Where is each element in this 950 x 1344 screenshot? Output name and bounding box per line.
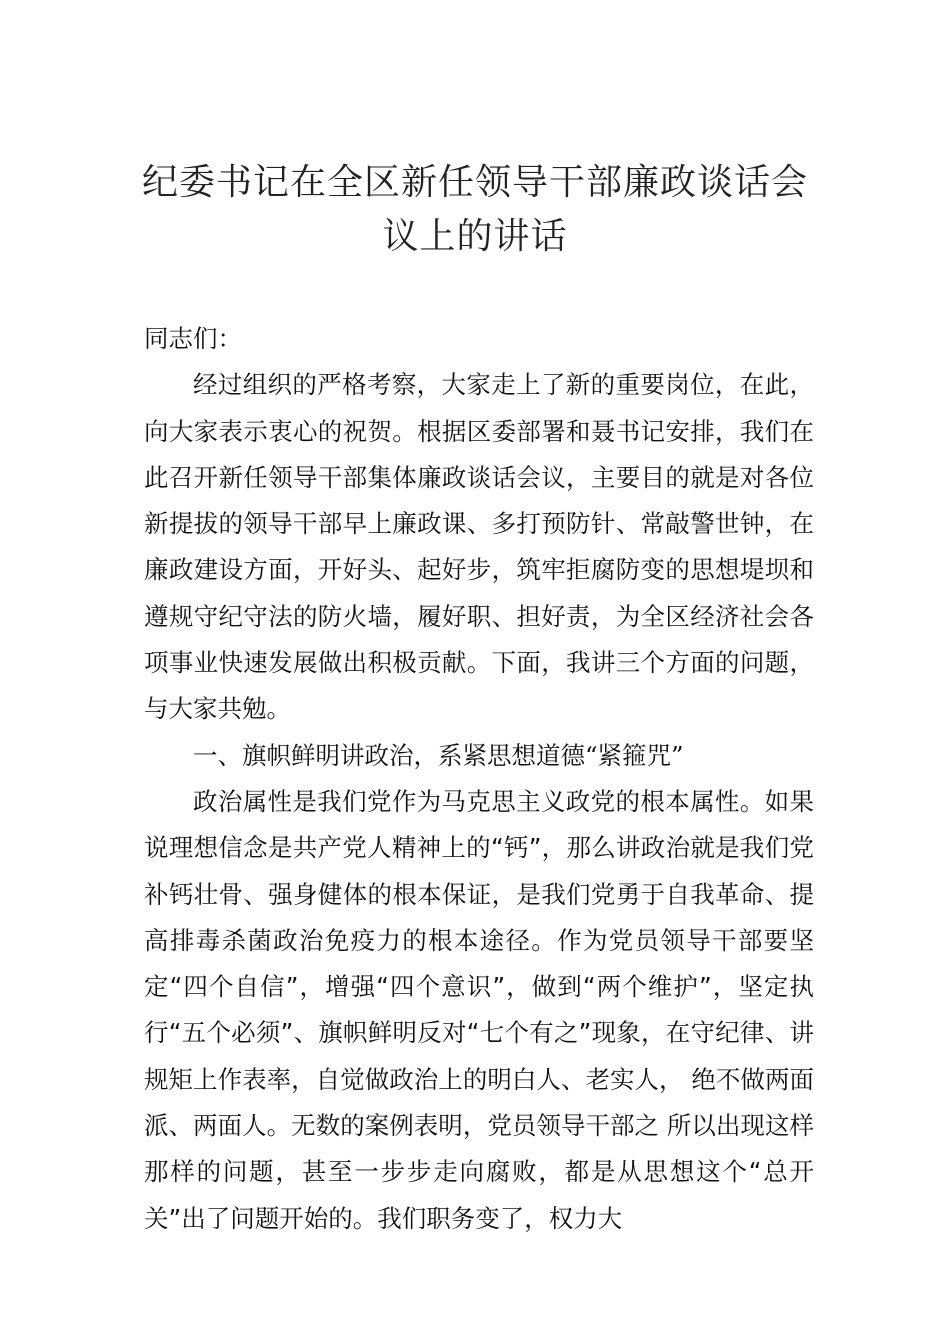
paragraph-intro: 经过组织的严格考察，大家走上了新的重要岗位，在此，向大家表示衷心的祝贺。根据区委部署和聂书记安排，我们在此召开新任领导干部集体廉政谈话会议，主要目的就是对各位新提拔的领导干部早上廉政课、多打预防针、常敲警世钟，在廉政建设方面，开好头、起好步，筑牢拒腐防变的思想堤坝和遵规守纪守法的防火墙，履好职、担好责，为全区经济社会各项事业快速发展做出积极贡献。下面，我讲三个方面的问题，与大家共勉。 (144, 370, 814, 724)
document-body (144, 316, 814, 1242)
salutation: 同志们： (144, 324, 242, 353)
document-title (120, 156, 830, 264)
section-heading-1: 一、旗帜鲜明讲政治，系紧思想道德“紧箍咒” (193, 740, 684, 770)
title-line-2: 议上的讲话 (382, 216, 568, 257)
title-line-1: 纪委书记在全区新任领导干部廉政谈话会 (141, 162, 808, 203)
paragraph-politics: 政治属性是我们党作为马克思主义政党的根本属性。如果说理想信念是共产党人精神上的“钙”，那么讲政治就是我们党补钙壮骨、强身健体的根本保证，是我们党勇于自我革命、提高排毒杀菌政治免疫力的根本途径。作为党员领导干部要坚定“四个自信”，增强“四个意识”，做到“两个维护”，坚定执行“五个必须”、旗帜鲜明反对“七个有之”现象，在守纪律、讲规矩上作表率，自觉做政治上的明白人、老实人， 绝不做两面派、两面人。无数的案例表明，党员领导干部之 所以出现这样那样的问题，甚至一步步走向腐败，都是从思想这个“总开关”出了问题开始的。我们职务变了，权力大 (144, 786, 814, 1233)
